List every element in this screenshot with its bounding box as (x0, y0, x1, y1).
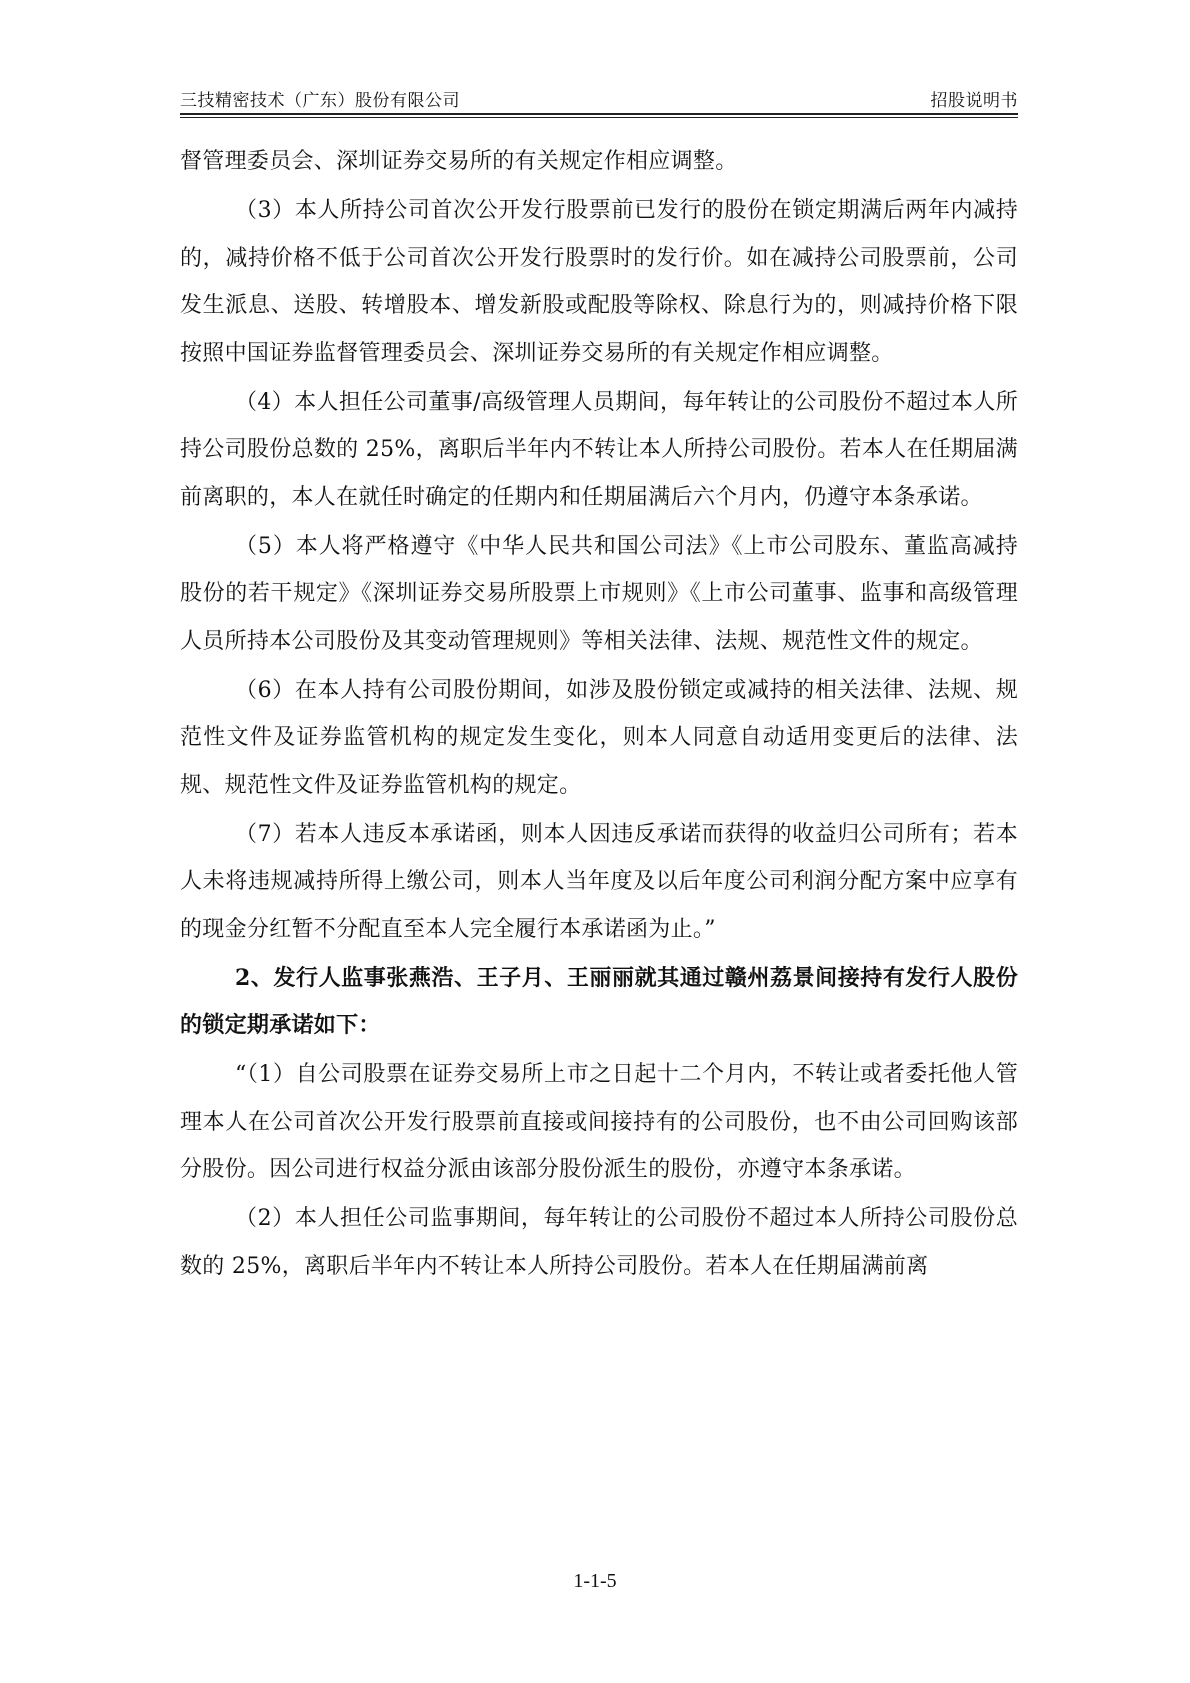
paragraph-item-7: （7）若本人违反本承诺函，则本人因违反承诺而获得的收益归公司所有；若本人未将违规减持所得上缴公司，则本人当年度及以后年度公司利润分配方案中应享有的现金分红暂不分配直至本人完全履行本承诺函为止。” (180, 821, 1018, 942)
paragraph-supervisor-item-2: （2）本人担任公司监事期间，每年转让的公司股份不超过本人所持公司股份总数的 25%，离职后半年内不转让本人所持公司股份。若本人在任期届满前离 (180, 1206, 1018, 1279)
header-company-name: 三技精密技术（广东）股份有限公司 (180, 91, 460, 111)
paragraph-item-6: （6）在本人持有公司股份期间，如涉及股份锁定或减持的相关法律、法规、规范性文件及证券监管机构的规定发生变化，则本人同意自动适用变更后的法律、法规、规范性文件及证券监管机构的规定。 (180, 677, 1018, 798)
header-divider-thin (180, 117, 1018, 118)
paragraph-item-5: （5）本人将严格遵守《中华人民共和国公司法》《上市公司股东、董监高减持股份的若干规定》《深圳证券交易所股票上市规则》《上市公司董事、监事和高级管理人员所持本公司股份及其变动管理规则》等相关法律、法规、规范性文件的规定。 (180, 533, 1018, 654)
page-header (180, 80, 1018, 118)
header-divider (180, 113, 1018, 115)
paragraph-continuation: 督管理委员会、深圳证券交易所的有关规定作相应调整。 (180, 149, 738, 174)
paragraph-item-3: （3）本人所持公司首次公开发行股票前已发行的股份在锁定期满后两年内减持的，减持价格不低于公司首次公开发行股票时的发行价。如在减持公司股票前，公司发生派息、送股、转增股本、增发新股或配股等除权、除息行为的，则减持价格下限按照中国证券监督管理委员会、深圳证券交易所的有关规定作相应调整。 (180, 198, 1018, 366)
section-heading-2: 2、发行人监事张燕浩、王子月、王丽丽就其通过赣州荔景间接持有发行人股份的锁定期承诺如下： (180, 964, 1018, 1038)
paragraph-supervisor-item-1: “（1）自公司股票在证券交易所上市之日起十二个月内，不转让或者委托他人管理本人在公司首次公开发行股票前直接或间接持有的公司股份，也不由公司回购该部分股份。因公司进行权益分派由该部分股份派生的股份，亦遵守本条承诺。 (180, 1062, 1018, 1182)
page-number: 1-1-5 (573, 1570, 617, 1592)
document-body (180, 138, 1018, 1292)
header-document-type: 招股说明书 (930, 91, 1018, 111)
paragraph-item-4: （4）本人担任公司董事/高级管理人员期间，每年转让的公司股份不超过本人所持公司股份总数的 25%，离职后半年内不转让本人所持公司股份。若本人在任期届满前离职的，本人在就任时确定的任期内和任期届满后六个月内，仍遵守本条承诺。 (180, 389, 1018, 510)
